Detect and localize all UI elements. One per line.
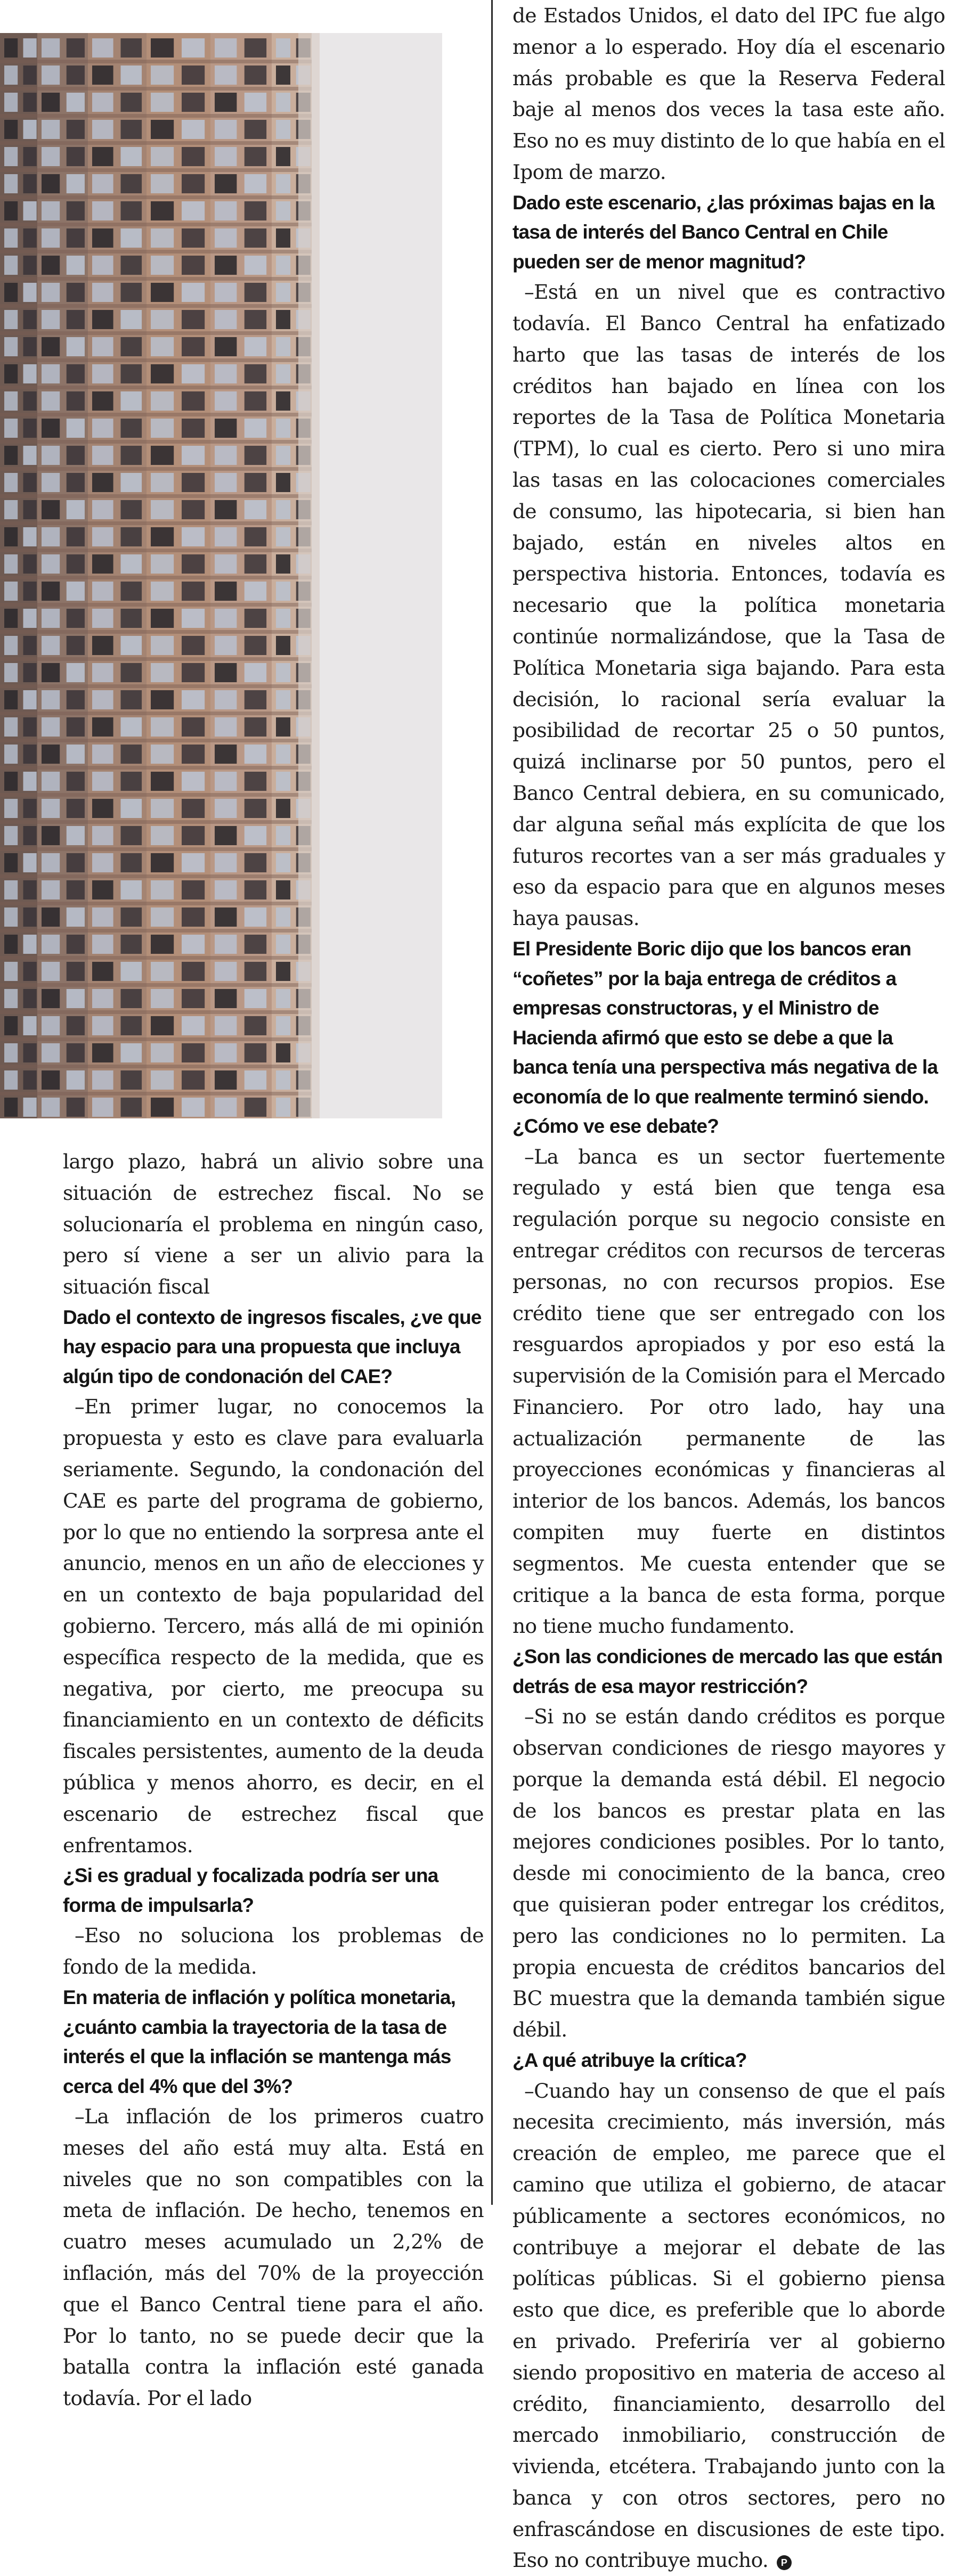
article-left-column	[63, 1146, 484, 2414]
interview-answer	[512, 2075, 945, 2576]
answer-text: –Cuando hay un consenso de que el país necesita crecimiento, más inversión, más creación de empleo, me parece que el camino que utiliza el gobierno, de atacar públicamente a sectores económicos, no contribuye a mejorar el debate de las políticas públicas. Si el gobierno piensa esto que dice, es preferible que lo aborde en privado. Preferiría ver al gobierno siendo propositivo en materia de acceso al crédito, financiamiento, desarrollo del mercado inmobiliario, construcción de vivienda, etcétera. Trabajando junto con la banca y con otros sectores, pero no enfrascándose en discusiones de este tipo. Eso no contribuye mucho.	[512, 2079, 945, 2572]
interview-question: El Presidente Boric dijo que los bancos eran “coñetes” por la baja entrega de créditos a empresas constructoras, y el Ministro de Hacienda afirmó que esto se debe a que la banca tenía una perspectiva más negativa de la economía de lo que realmente terminó siendo. ¿Cómo ve ese debate?	[512, 938, 938, 1138]
interview-answer: –Si no se están dando créditos es porque observan condiciones de riesgo mayores y porque la demanda está débil. El negocio de los bancos es prestar plata en las mejores condiciones posibles. Por lo tanto, desde mi conocimiento de la banca, creo que quisieran poder entregar los créditos, pero las condiciones no lo permiten. La propia encuesta de créditos bancarios del BC muestra que la demanda también sigue débil.	[512, 1705, 945, 2042]
interview-question: Dado el contexto de ingresos fiscales, ¿ve que hay espacio para una propuesta que incluya algún tipo de condonación del CAE?	[63, 1306, 482, 1387]
building-facade-illustration	[0, 33, 442, 1118]
paragraph: largo plazo, habrá un alivio sobre una situación de estrechez fiscal. No se solucionaría el problema en ningún caso, pero sí viene a ser un alivio para la situación fiscal	[63, 1150, 484, 1299]
interview-question: ¿A qué atribuye la crítica?	[512, 2049, 747, 2072]
end-of-article-icon: P	[777, 2555, 792, 2570]
interview-answer: –La banca es un sector fuertemente regulado y está bien que tenga esa regulación porque su negocio consiste en entregar créditos con recursos de terceras personas, no con recursos propios. Ese crédito tiene que ser entregado con los resguardos apropiados y por eso está la supervisión de la Comisión para el Mercado Financiero. Por otro lado, hay una actualización permanente de las proyecciones económicas y financieras al interior de los bancos. Además, los bancos compiten muy fuerte en distintos segmentos. Me cuesta entender que se critique a la banca de esta forma, porque no tiene mucho fundamento.	[512, 1144, 945, 1638]
article-right-column	[512, 0, 945, 2576]
interview-answer: –Eso no soluciona los problemas de fondo de la medida.	[63, 1924, 484, 1979]
interview-answer: –Está en un nivel que es contractivo todavía. El Banco Central ha enfatizado harto que las tasas de interés de los créditos han bajado en línea con los reportes de la Tasa de Política Monetaria (TPM), lo cual es cierto. Pero si uno mira las tasas en las colocaciones comerciales de consumo, las hipotecaria, si bien han bajado, están en niveles altos en perspectiva historia. Entonces, todavía es necesario que la política monetaria continúe normalizándose, que la Tasa de Política Monetaria siga bajando. Para esta decisión, lo racional sería evaluar la posibilidad de recortar 25 o 50 puntos, quizá inclinarse por 50 puntos, pero el Banco Central debiera, en su comunicado, dar alguna señal más explícita de que los futuros recortes van a ser más graduales y eso da espacio para que en algunos meses haya pausas.	[512, 280, 945, 930]
interview-question: Dado este escenario, ¿las próximas bajas en la tasa de interés del Banco Central en Chile pueden ser de menor magnitud?	[512, 191, 934, 273]
paragraph: de Estados Unidos, el dato del IPC fue algo menor a lo esperado. Hoy día el escenario más probable es que la Reserva Federal baje al menos dos veces la tasa este año. Eso no es muy distinto de lo que había en el Ipom de marzo.	[512, 4, 945, 184]
column-divider	[491, 0, 493, 2205]
interview-question: ¿Son las condiciones de mercado las que están detrás de esa mayor restricción?	[512, 1646, 943, 1697]
building-facade-photo	[0, 33, 442, 1118]
interview-question: En materia de inflación y política monetaria, ¿cuánto cambia la trayectoria de la tasa de interés el que la inflación se mantenga más cerca del 4% que del 3%?	[63, 1986, 456, 2097]
interview-answer: –La inflación de los primeros cuatro meses del año está muy alta. Está en niveles que no son compatibles con la meta de inflación. De hecho, tenemos en cuatro meses acumulado un 2,2% de inflación, más del 70% de la proyección que el Banco Central tiene para el año. Por lo tanto, no se puede decir que la batalla contra la inflación esté ganada todavía. Por el lado	[63, 2105, 484, 2410]
interview-question: ¿Si es gradual y focalizada podría ser una forma de impulsarla?	[63, 1864, 438, 1916]
interview-answer: –En primer lugar, no conocemos la propuesta y esto es clave para evaluarla seriamente. Segundo, la condonación del CAE es parte del programa de gobierno, por lo que no entiendo la sorpresa ante el anuncio, menos en un año de elecciones y en un contexto de baja popularidad del gobierno. Tercero, más allá de mi opinión específica respecto de la medida, que es negativa, por cierto, me preocupa su financiamiento en un contexto de déficits fiscales persistentes, aumento de la deuda pública y menos ahorro, es decir, en el escenario de estrechez fiscal que enfrentamos.	[63, 1395, 484, 1857]
